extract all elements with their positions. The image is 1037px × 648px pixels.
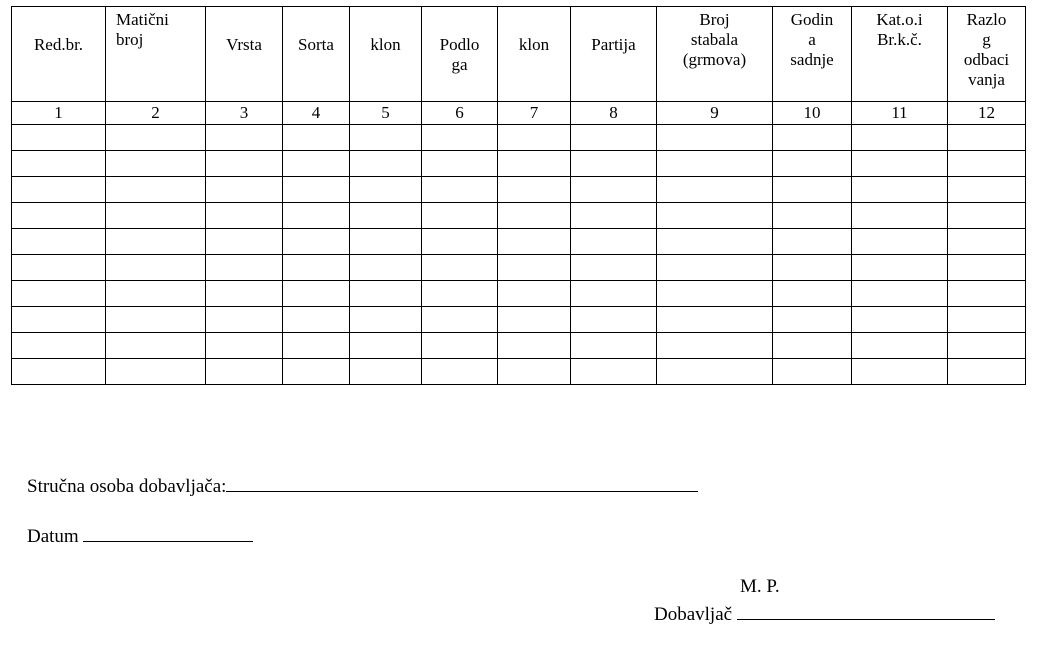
table-cell[interactable] bbox=[283, 203, 350, 229]
table-cell[interactable] bbox=[283, 125, 350, 151]
table-cell[interactable] bbox=[571, 307, 657, 333]
header-kat-o: Kat.o.i Br.k.č. bbox=[852, 7, 948, 102]
table-cell[interactable] bbox=[498, 203, 571, 229]
table-cell[interactable] bbox=[571, 125, 657, 151]
table-cell[interactable] bbox=[571, 151, 657, 177]
table-cell[interactable] bbox=[12, 281, 106, 307]
table-cell[interactable] bbox=[350, 359, 422, 385]
table-cell[interactable] bbox=[106, 151, 206, 177]
date-label: Datum bbox=[27, 526, 79, 547]
table-cell[interactable] bbox=[283, 307, 350, 333]
table-cell[interactable] bbox=[773, 151, 852, 177]
table-row bbox=[12, 125, 1026, 151]
table-cell[interactable] bbox=[106, 255, 206, 281]
table-row bbox=[12, 307, 1026, 333]
table-cell[interactable] bbox=[948, 307, 1026, 333]
table-cell[interactable] bbox=[948, 281, 1026, 307]
table-cell[interactable] bbox=[571, 333, 657, 359]
table-cell[interactable] bbox=[657, 307, 773, 333]
table-cell[interactable] bbox=[948, 177, 1026, 203]
table-cell[interactable] bbox=[773, 307, 852, 333]
table-cell[interactable] bbox=[948, 333, 1026, 359]
table-cell[interactable] bbox=[12, 255, 106, 281]
table-cell[interactable] bbox=[498, 359, 571, 385]
header-podloga: Podlo ga bbox=[422, 7, 498, 102]
header-maticni-broj: Matični broj bbox=[106, 7, 206, 102]
table-cell[interactable] bbox=[12, 203, 106, 229]
table-cell[interactable] bbox=[12, 177, 106, 203]
table-cell[interactable] bbox=[657, 177, 773, 203]
table-cell[interactable] bbox=[948, 229, 1026, 255]
table-row bbox=[12, 333, 1026, 359]
expert-signature-line bbox=[27, 475, 698, 498]
table-cell[interactable] bbox=[498, 281, 571, 307]
table-cell[interactable] bbox=[948, 203, 1026, 229]
table-cell[interactable] bbox=[852, 203, 948, 229]
table-cell[interactable] bbox=[571, 177, 657, 203]
column-number: 9 bbox=[657, 102, 773, 125]
table-cell[interactable] bbox=[206, 125, 283, 151]
expert-signature-field[interactable] bbox=[226, 475, 698, 492]
column-number: 4 bbox=[283, 102, 350, 125]
table-cell[interactable] bbox=[657, 281, 773, 307]
header-razlog-odbacivanja: Razlo g odbaci vanja bbox=[948, 7, 1026, 102]
table-cell[interactable] bbox=[773, 281, 852, 307]
column-number: 8 bbox=[571, 102, 657, 125]
header-partija: Partija bbox=[571, 7, 657, 102]
table-cell[interactable] bbox=[773, 255, 852, 281]
column-number-row bbox=[12, 102, 1026, 125]
table-cell[interactable] bbox=[422, 359, 498, 385]
table-cell[interactable] bbox=[422, 281, 498, 307]
table-cell[interactable] bbox=[12, 307, 106, 333]
header-row bbox=[12, 7, 1026, 102]
table-row bbox=[12, 255, 1026, 281]
table-cell[interactable] bbox=[206, 255, 283, 281]
table-cell[interactable] bbox=[773, 125, 852, 151]
table-cell[interactable] bbox=[106, 359, 206, 385]
column-number: 3 bbox=[206, 102, 283, 125]
table-cell[interactable] bbox=[350, 177, 422, 203]
expert-label: Stručna osoba dobavljača: bbox=[27, 476, 227, 497]
table-cell[interactable] bbox=[206, 151, 283, 177]
table-row bbox=[12, 281, 1026, 307]
table-cell[interactable] bbox=[350, 281, 422, 307]
column-number: 6 bbox=[422, 102, 498, 125]
table-cell[interactable] bbox=[948, 125, 1026, 151]
date-field[interactable] bbox=[83, 525, 253, 542]
table-cell[interactable] bbox=[283, 229, 350, 255]
table-cell[interactable] bbox=[283, 359, 350, 385]
supplier-signature-line bbox=[654, 603, 995, 626]
table-cell[interactable] bbox=[106, 125, 206, 151]
table-cell[interactable] bbox=[206, 177, 283, 203]
table-cell[interactable] bbox=[283, 255, 350, 281]
column-number: 2 bbox=[106, 102, 206, 125]
table-cell[interactable] bbox=[571, 229, 657, 255]
table-cell[interactable] bbox=[657, 333, 773, 359]
table-cell[interactable] bbox=[773, 177, 852, 203]
table-cell[interactable] bbox=[657, 359, 773, 385]
table-cell[interactable] bbox=[498, 307, 571, 333]
table-row bbox=[12, 359, 1026, 385]
table-cell[interactable] bbox=[283, 151, 350, 177]
table-cell[interactable] bbox=[422, 255, 498, 281]
table-cell[interactable] bbox=[106, 229, 206, 255]
table-cell[interactable] bbox=[422, 333, 498, 359]
plant-register-table bbox=[11, 6, 1026, 385]
table-cell[interactable] bbox=[498, 255, 571, 281]
table-cell[interactable] bbox=[657, 229, 773, 255]
table-cell[interactable] bbox=[657, 203, 773, 229]
column-number: 12 bbox=[948, 102, 1026, 125]
table-cell[interactable] bbox=[206, 203, 283, 229]
table-cell[interactable] bbox=[350, 255, 422, 281]
table-cell[interactable] bbox=[852, 281, 948, 307]
table-cell[interactable] bbox=[106, 177, 206, 203]
table-cell[interactable] bbox=[852, 151, 948, 177]
table-cell[interactable] bbox=[571, 359, 657, 385]
table-row bbox=[12, 151, 1026, 177]
table-cell[interactable] bbox=[948, 359, 1026, 385]
table-cell[interactable] bbox=[773, 229, 852, 255]
column-number: 5 bbox=[350, 102, 422, 125]
table-row bbox=[12, 229, 1026, 255]
table-cell[interactable] bbox=[350, 229, 422, 255]
table-cell[interactable] bbox=[498, 125, 571, 151]
table-cell[interactable] bbox=[852, 333, 948, 359]
table-cell[interactable] bbox=[422, 229, 498, 255]
table-cell[interactable] bbox=[571, 281, 657, 307]
table-cell[interactable] bbox=[498, 177, 571, 203]
header-godina-sadnje: Godin a sadnje bbox=[773, 7, 852, 102]
table-cell[interactable] bbox=[12, 333, 106, 359]
table-cell[interactable] bbox=[350, 125, 422, 151]
table-cell[interactable] bbox=[106, 307, 206, 333]
table-cell[interactable] bbox=[852, 255, 948, 281]
header-sorta: Sorta bbox=[283, 7, 350, 102]
table-cell[interactable] bbox=[283, 333, 350, 359]
table-cell[interactable] bbox=[657, 125, 773, 151]
table-cell[interactable] bbox=[852, 177, 948, 203]
supplier-signature-field[interactable] bbox=[737, 603, 995, 620]
header-klon-1: klon bbox=[350, 7, 422, 102]
table-cell[interactable] bbox=[350, 203, 422, 229]
table-cell[interactable] bbox=[657, 255, 773, 281]
table-cell[interactable] bbox=[571, 203, 657, 229]
table-row bbox=[12, 177, 1026, 203]
table-cell[interactable] bbox=[350, 151, 422, 177]
table-cell[interactable] bbox=[206, 281, 283, 307]
table-cell[interactable] bbox=[422, 125, 498, 151]
table-cell[interactable] bbox=[773, 333, 852, 359]
table-cell[interactable] bbox=[422, 177, 498, 203]
table-cell[interactable] bbox=[106, 281, 206, 307]
table-cell[interactable] bbox=[657, 151, 773, 177]
table-cell[interactable] bbox=[206, 229, 283, 255]
table-cell[interactable] bbox=[283, 281, 350, 307]
header-broj-stabala: Broj stabala (grmova) bbox=[657, 7, 773, 102]
header-klon-2: klon bbox=[498, 7, 571, 102]
empty-rows bbox=[12, 125, 1026, 385]
table-cell[interactable] bbox=[948, 151, 1026, 177]
supplier-label: Dobavljač bbox=[654, 604, 733, 625]
column-number: 1 bbox=[12, 102, 106, 125]
table-cell[interactable] bbox=[422, 203, 498, 229]
table-cell[interactable] bbox=[12, 151, 106, 177]
table-cell[interactable] bbox=[206, 359, 283, 385]
table-cell[interactable] bbox=[571, 255, 657, 281]
table-cell[interactable] bbox=[12, 125, 106, 151]
table-cell[interactable] bbox=[106, 333, 206, 359]
table-cell[interactable] bbox=[498, 333, 571, 359]
table-cell[interactable] bbox=[283, 177, 350, 203]
table-cell[interactable] bbox=[422, 151, 498, 177]
column-number: 11 bbox=[852, 102, 948, 125]
table-cell[interactable] bbox=[206, 307, 283, 333]
table-cell[interactable] bbox=[852, 307, 948, 333]
header-red-br: Red.br. bbox=[12, 7, 106, 102]
table-cell[interactable] bbox=[106, 203, 206, 229]
table-cell[interactable] bbox=[12, 359, 106, 385]
stamp-label: M. P. bbox=[740, 576, 780, 597]
table-row bbox=[12, 203, 1026, 229]
table-cell[interactable] bbox=[350, 333, 422, 359]
table-cell[interactable] bbox=[498, 229, 571, 255]
table-cell[interactable] bbox=[852, 125, 948, 151]
table-cell[interactable] bbox=[773, 203, 852, 229]
header-vrsta: Vrsta bbox=[206, 7, 283, 102]
table-cell[interactable] bbox=[12, 229, 106, 255]
table-cell[interactable] bbox=[498, 151, 571, 177]
table-cell[interactable] bbox=[852, 229, 948, 255]
table-cell[interactable] bbox=[852, 359, 948, 385]
table-cell[interactable] bbox=[422, 307, 498, 333]
table-cell[interactable] bbox=[773, 359, 852, 385]
table-cell[interactable] bbox=[206, 333, 283, 359]
date-line bbox=[27, 525, 253, 548]
column-number: 10 bbox=[773, 102, 852, 125]
table-cell[interactable] bbox=[350, 307, 422, 333]
column-number: 7 bbox=[498, 102, 571, 125]
table-cell[interactable] bbox=[948, 255, 1026, 281]
